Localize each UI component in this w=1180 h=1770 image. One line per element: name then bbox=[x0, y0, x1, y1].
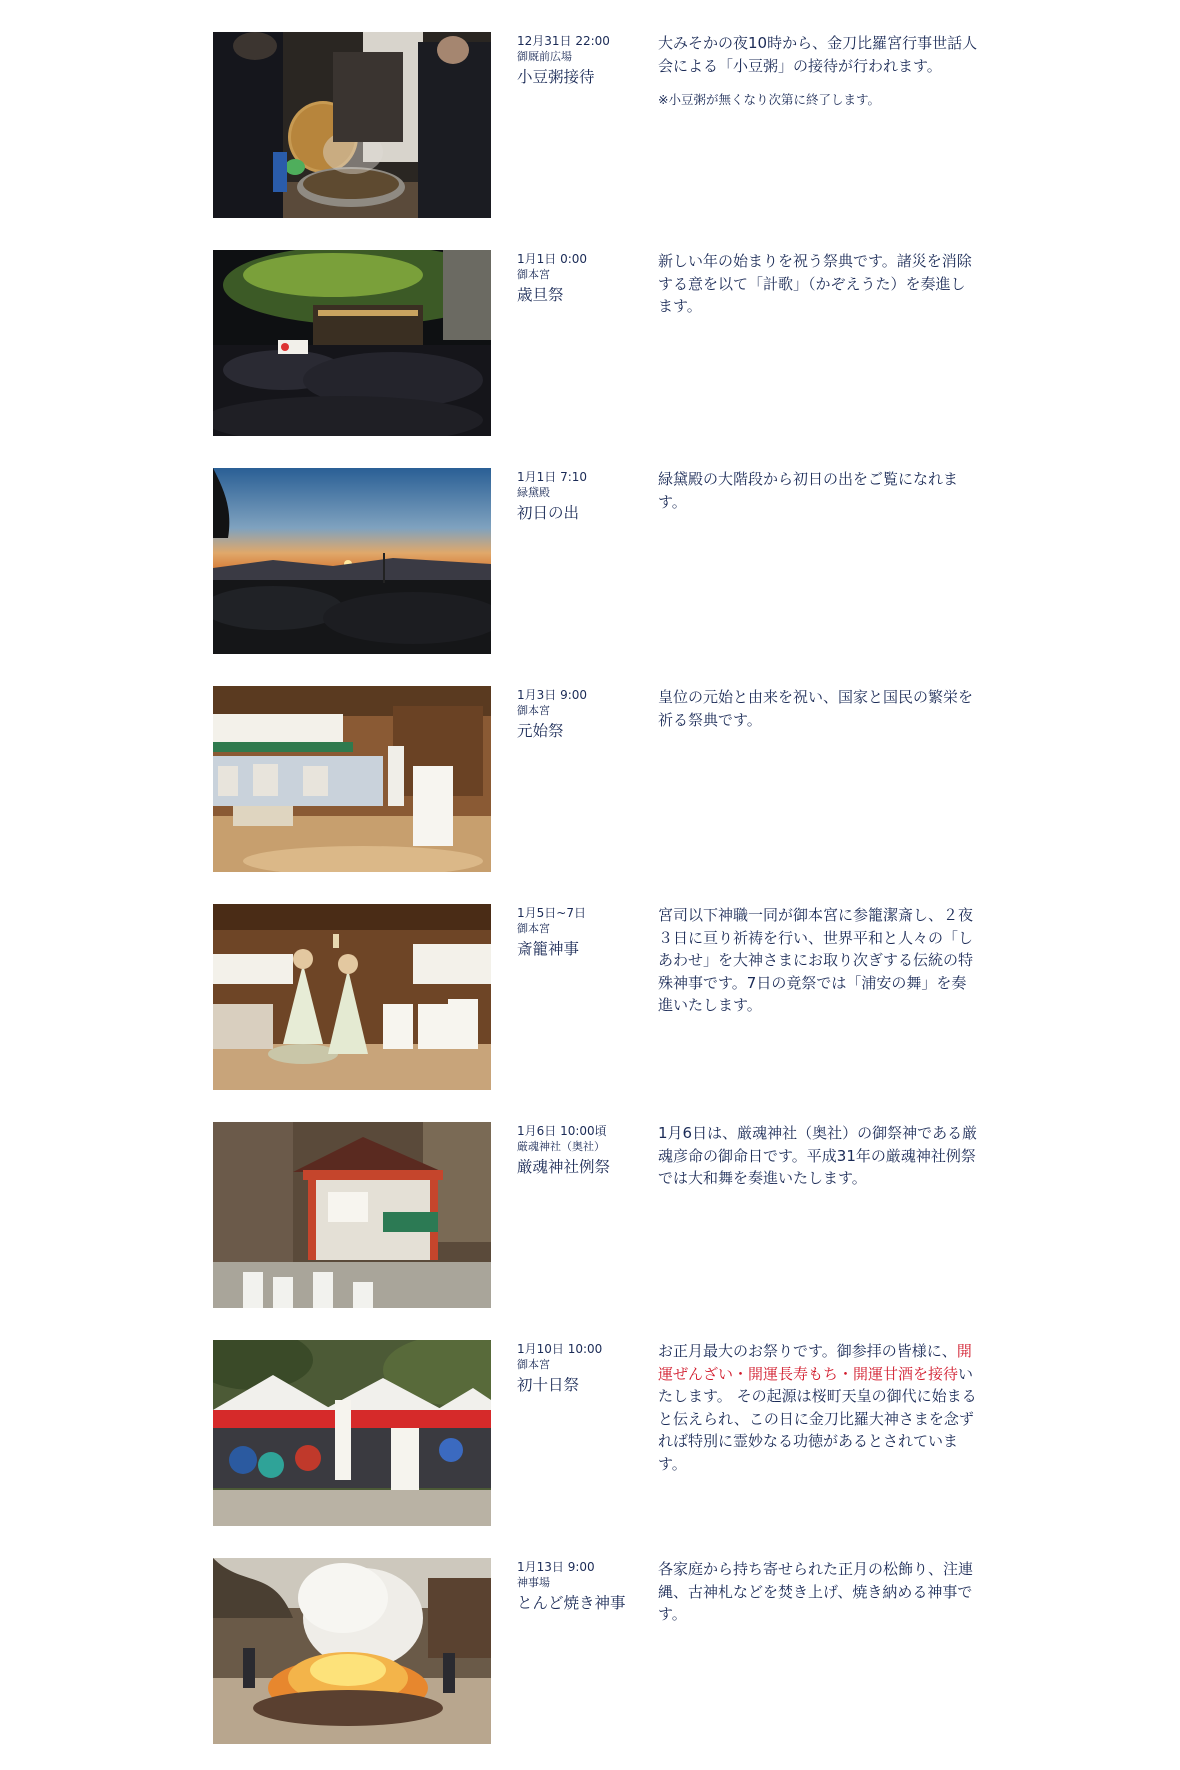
event-time: 12月31日 22:00 bbox=[517, 34, 610, 48]
event-name: 小豆粥接待 bbox=[517, 68, 595, 86]
event-description-text: 1月6日は、厳魂神社（奥社）の御祭神である厳魂彦命の御命日です。平成31年の厳魂神社例祭では大和舞を奏進いたします。 bbox=[658, 1124, 978, 1187]
event-meta bbox=[517, 470, 647, 523]
event-description bbox=[658, 250, 978, 318]
event-description-text: 緑黛殿の大階段から初日の出をご覧になれます。 bbox=[658, 470, 959, 511]
event-name: 斎籠神事 bbox=[517, 940, 580, 958]
event-time: 1月1日 7:10 bbox=[517, 470, 588, 484]
event-place: 御本宮 bbox=[517, 268, 550, 281]
event-description-after: いたします。 その起源は桜町天皇の御代に始まると伝えられ、この日に金刀比羅大神さまを念ずれば特別に霊妙なる功徳があるとされています。 bbox=[658, 1364, 977, 1473]
event-note: ※小豆粥が無くなり次第に終了します。 bbox=[658, 92, 880, 107]
event-place: 緑黛殿 bbox=[517, 486, 550, 499]
event-place: 御本宮 bbox=[517, 922, 550, 935]
event-description-text bbox=[658, 1340, 978, 1475]
event-time: 1月10日 10:00 bbox=[517, 1342, 603, 1356]
event-item-azuki-gayu bbox=[213, 32, 978, 218]
event-photo-hatsuhinode bbox=[213, 468, 491, 654]
event-time: 1月5日~7日 bbox=[517, 906, 586, 920]
event-description-before: お正月最大のお祭りです。御参拝の皆様に、 bbox=[658, 1342, 957, 1360]
event-name: 歳旦祭 bbox=[517, 286, 564, 304]
event-description-text: 宮司以下神職一同が御本宮に参籠潔斎し、２夜３日に亘り祈祷を行い、世界平和と人々の「しあわせ」を大神さまにお取り次ぎする伝統の特殊神事です。7日の竟祭では「浦安の舞」を奏進いたします。 bbox=[658, 906, 974, 1014]
event-item-iigomori bbox=[213, 904, 973, 1090]
event-description-text: 皇位の元始と由来を祝い、国家と国民の繁栄を祈る祭典です。 bbox=[658, 688, 974, 729]
event-time: 1月6日 10:00頃 bbox=[517, 1124, 607, 1138]
event-description bbox=[658, 32, 978, 109]
event-meta bbox=[517, 34, 647, 87]
event-place: 神事場 bbox=[517, 1576, 550, 1589]
event-description-text: 各家庭から持ち寄せられた正月の松飾り、注連縄、古神札などを焚き上げ、焼き納める神事です。 bbox=[658, 1560, 974, 1623]
event-time: 1月1日 0:00 bbox=[517, 252, 588, 266]
event-description bbox=[658, 1558, 978, 1626]
event-place: 御本宮 bbox=[517, 704, 550, 717]
event-photo-saitansai bbox=[213, 250, 491, 436]
event-meta bbox=[517, 906, 647, 959]
event-description-highlight: 開運ぜんざい・開運長寿もち・開運甘酒を接待 bbox=[658, 1342, 972, 1383]
event-description-text: 大みそかの夜10時から、金刀比羅宮行事世話人会による「小豆粥」の接待が行われます。 bbox=[658, 34, 978, 75]
event-place: 御本宮 bbox=[517, 1358, 550, 1371]
event-meta bbox=[517, 1560, 647, 1613]
event-item-tondoyaki bbox=[213, 1558, 973, 1744]
event-description bbox=[658, 1122, 978, 1190]
event-name: 初十日祭 bbox=[517, 1376, 580, 1394]
event-photo-hatsutoka-sai bbox=[213, 1340, 491, 1526]
event-item-genshisai bbox=[213, 686, 973, 872]
event-item-hatsuhinode bbox=[213, 468, 973, 654]
event-name: とんど焼き神事 bbox=[517, 1594, 626, 1612]
event-photo-iigomori bbox=[213, 904, 491, 1090]
event-place: 御厩前広場 bbox=[517, 50, 572, 63]
event-time: 1月3日 9:00 bbox=[517, 688, 588, 702]
event-photo-genshisai bbox=[213, 686, 491, 872]
event-meta bbox=[517, 1342, 647, 1395]
event-description bbox=[658, 468, 978, 513]
event-description bbox=[658, 686, 978, 731]
event-description-text: 新しい年の始まりを祝う祭典です。諸災を消除する意を以て「計歌」（かぞえうた）を奏進します。 bbox=[658, 252, 972, 315]
event-item-izutama-reisai bbox=[213, 1122, 978, 1308]
event-meta bbox=[517, 252, 647, 305]
event-item-saitansai bbox=[213, 250, 973, 436]
event-description bbox=[658, 904, 978, 1017]
event-meta bbox=[517, 688, 647, 741]
event-name: 厳魂神社例祭 bbox=[517, 1158, 611, 1176]
event-item-hatsutoka-sai bbox=[213, 1340, 977, 1526]
event-name: 初日の出 bbox=[517, 504, 580, 522]
event-place: 厳魂神社（奥社） bbox=[517, 1140, 605, 1153]
event-photo-izutama-reisai bbox=[213, 1122, 491, 1308]
event-photo-tondoyaki bbox=[213, 1558, 491, 1744]
event-meta bbox=[517, 1124, 647, 1177]
event-name: 元始祭 bbox=[517, 722, 564, 740]
event-description bbox=[658, 1340, 978, 1475]
event-photo-azuki-gayu bbox=[213, 32, 491, 218]
event-time: 1月13日 9:00 bbox=[517, 1560, 595, 1574]
